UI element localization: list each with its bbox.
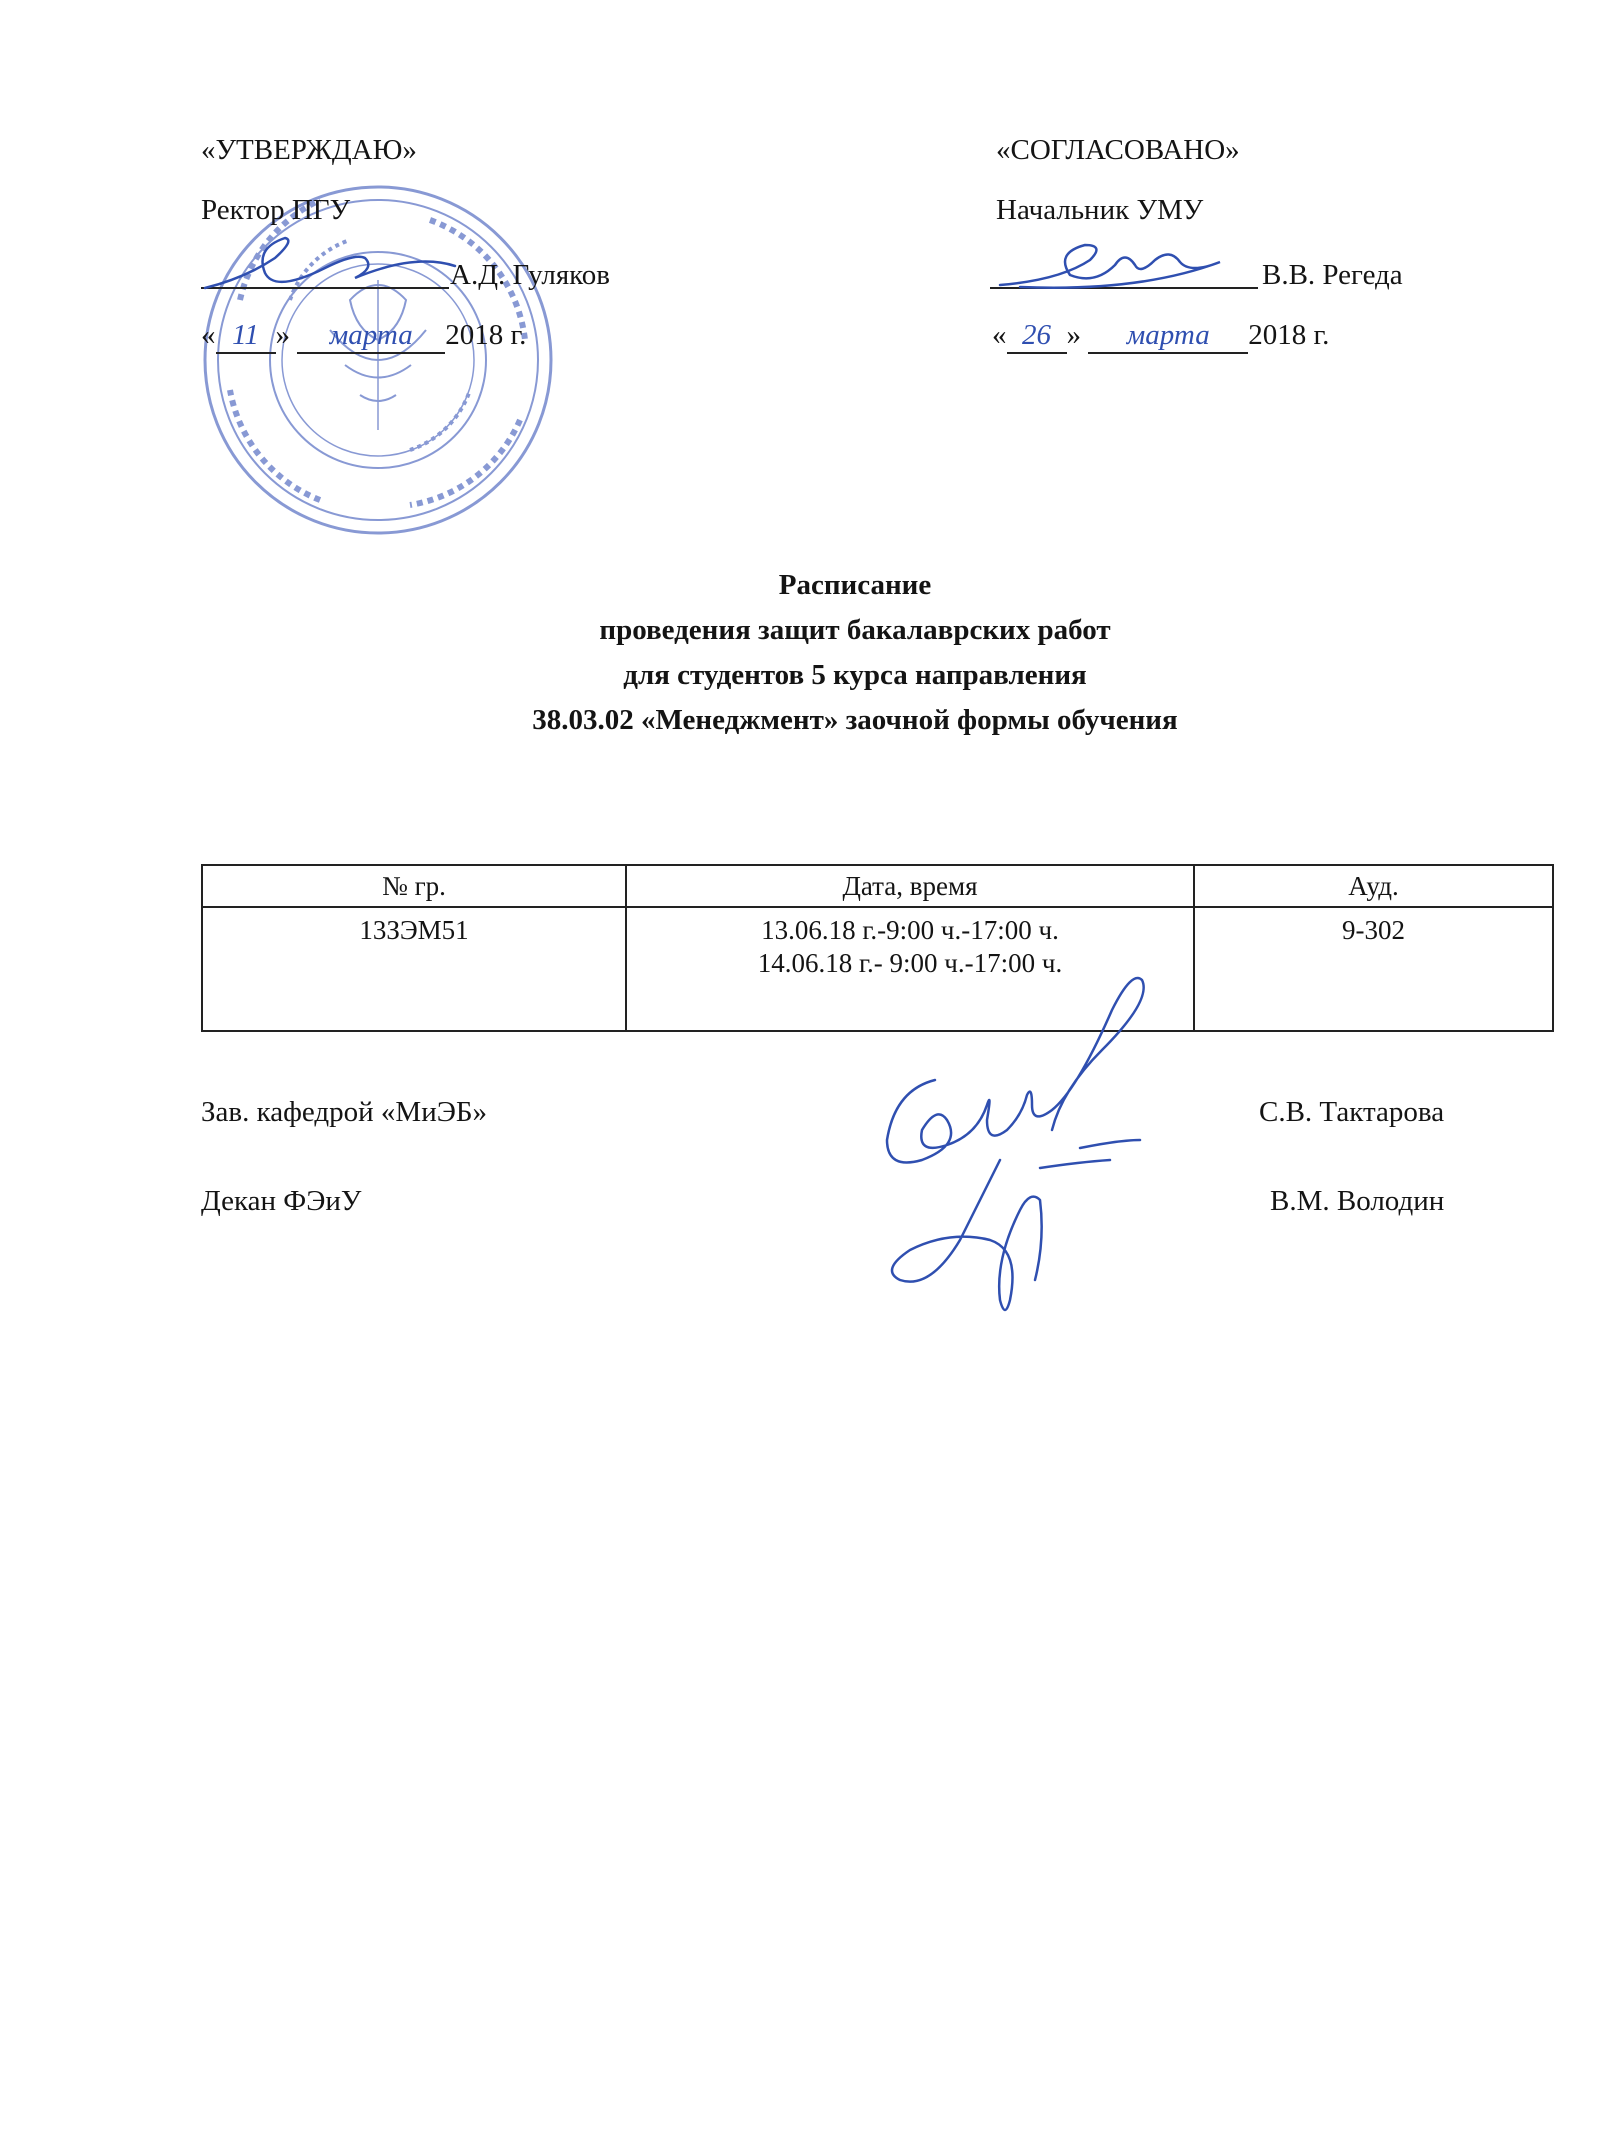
cell-datetime bbox=[626, 907, 1194, 1031]
quote-open: « bbox=[201, 319, 216, 351]
dean-signature bbox=[892, 1160, 1042, 1310]
cell-group: 13ЗЭМ51 bbox=[202, 907, 626, 1031]
rector-signature bbox=[205, 238, 455, 288]
cell-room: 9-302 bbox=[1194, 907, 1553, 1031]
signature-line-right bbox=[990, 287, 1258, 289]
header-datetime: Дата, время bbox=[626, 865, 1194, 907]
title-line-2: проведения защит бакалаврских работ bbox=[599, 614, 1111, 646]
date-year-left: 2018 г. bbox=[445, 319, 527, 351]
title-line-3: для студентов 5 курса направления bbox=[623, 659, 1087, 691]
date-day-right: 26 bbox=[1007, 318, 1067, 354]
quote-close: » bbox=[275, 319, 290, 351]
table-header-row bbox=[202, 865, 1553, 907]
umu-head-signature bbox=[1000, 245, 1220, 288]
approval-heading-left: «УТВЕРЖДАЮ» bbox=[201, 134, 417, 166]
signatory-role-2: Декан ФЭиУ bbox=[201, 1185, 362, 1217]
approver-name-right: В.В. Регеда bbox=[1262, 259, 1403, 291]
signatory-role-1: Зав. кафедрой «МиЭБ» bbox=[201, 1096, 488, 1128]
approval-date-right bbox=[992, 318, 1329, 354]
title-line-1: Расписание bbox=[778, 569, 932, 601]
table-row bbox=[202, 907, 1553, 1031]
approval-date-left bbox=[201, 318, 526, 354]
date-year-right: 2018 г. bbox=[1248, 319, 1330, 351]
date-month-left: марта bbox=[297, 318, 445, 354]
header-room: Ауд. bbox=[1194, 865, 1553, 907]
date-day-left: 11 bbox=[216, 318, 276, 354]
approver-name-left: А.Д. Гуляков bbox=[450, 259, 610, 291]
approval-heading-right: «СОГЛАСОВАНО» bbox=[996, 134, 1240, 166]
document-title bbox=[0, 563, 1600, 743]
approval-position-left: Ректор ПГУ bbox=[201, 194, 351, 226]
title-line-4: 38.03.02 «Менеджмент» заочной формы обучения bbox=[532, 704, 1178, 736]
datetime-line-1: 13.06.18 г.-9:00 ч.-17:00 ч. bbox=[761, 915, 1059, 945]
signature-line-left bbox=[201, 287, 449, 289]
approval-position-right: Начальник УМУ bbox=[996, 194, 1204, 226]
schedule-table bbox=[201, 864, 1554, 1032]
date-month-right: марта bbox=[1088, 318, 1248, 354]
quote-open: « bbox=[992, 319, 1007, 351]
header-group: № гр. bbox=[202, 865, 626, 907]
datetime-line-2: 14.06.18 г.- 9:00 ч.-17:00 ч. bbox=[757, 948, 1063, 978]
signatory-name-1: С.В. Тактарова bbox=[1259, 1096, 1445, 1128]
signatory-name-2: В.М. Володин bbox=[1270, 1185, 1445, 1217]
quote-close: » bbox=[1066, 319, 1081, 351]
